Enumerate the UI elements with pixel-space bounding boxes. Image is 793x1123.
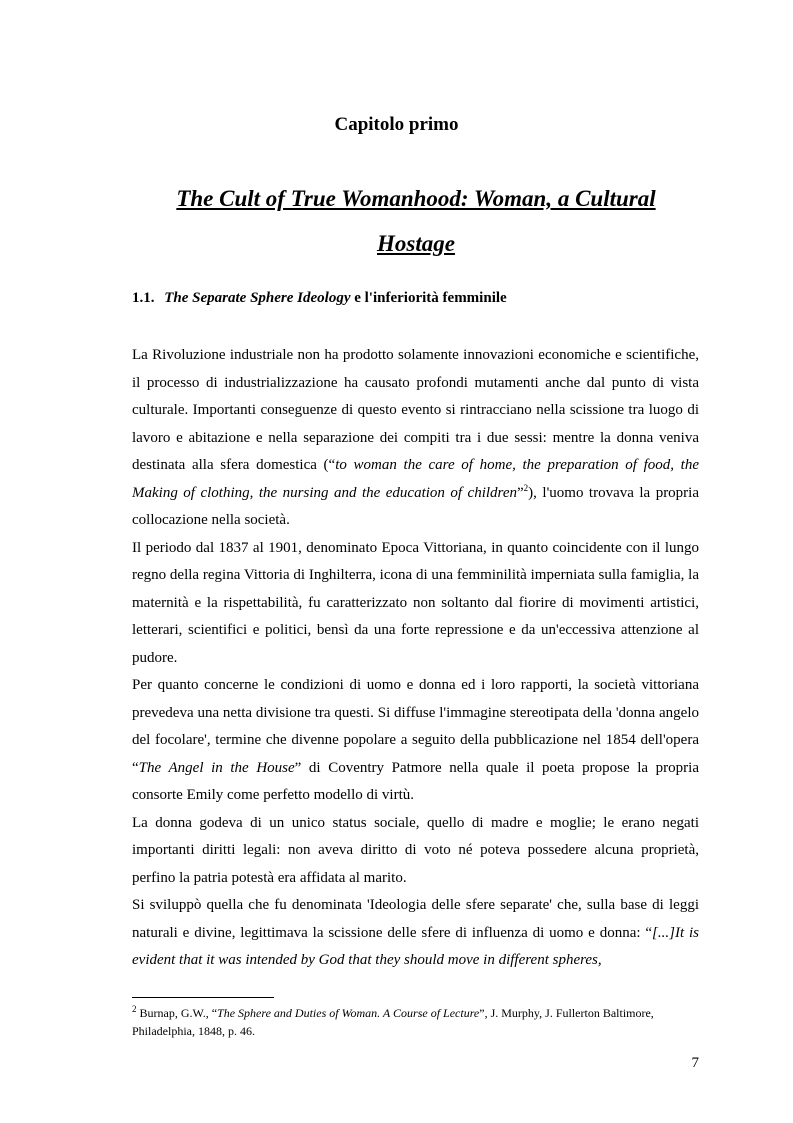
footnote-reference: 2 — [523, 482, 529, 493]
footnote — [132, 1004, 699, 1040]
paragraph-5 — [132, 892, 699, 975]
chapter-title-line-2: Hostage — [377, 231, 455, 256]
footnote-text: Burnap, G.W., “ — [136, 1006, 218, 1020]
chapter-heading: Capitolo primo — [334, 114, 459, 135]
section-title-italic: The Separate Sphere Ideology — [164, 290, 351, 306]
paragraph-4: La donna godeva di un unico status sociale, quello di madre e moglie; le erano negati importanti diritti legali: non aveva diritto di voto né poteva possedere alcuna proprietà, perfino la patria potestà era affidata al marito. — [132, 814, 699, 886]
section-title-rest: e l'inferiorità femminile — [354, 290, 507, 306]
paragraph-1-close-quote: ” — [517, 484, 524, 501]
body-text — [132, 342, 699, 975]
paragraph-1 — [132, 342, 699, 535]
paragraph-5-quote: [...]It is evident that it was intended by God that they should move in different spheres, — [132, 924, 700, 968]
section-number: 1.1. — [132, 290, 155, 306]
footnote-separator — [132, 997, 274, 998]
paragraph-3 — [132, 672, 699, 810]
paragraph-5-text: Si sviluppò quella che fu denominata 'Ideologia delle sfere separate' che, sulla base di leggi naturali e divine, legittimava la scissione delle sfere di influenza di uomo e donna: “ — [132, 897, 699, 941]
footnote-mark: 2 — [132, 1004, 137, 1014]
page-number: 7 — [691, 1055, 699, 1071]
paragraph-3-work-title: The Angel in the House — [138, 759, 295, 776]
paragraph-1-quote: to woman the care of home, the preparation of food, the Making of clothing, the nursing and the education of children — [132, 457, 699, 501]
paragraph-1-text: La Rivoluzione industriale non ha prodotto solamente innovazioni economiche e scientifiche, il processo di industrializzazione ha causato profondi mutamenti anche dal punto di vista culturale. Importanti conseguenze di questo evento si rintracciano nella scissione tra luogo di lavoro e abitazione e nella separazione dei compiti tra i due sessi: mentre la donna veniva destinata alla sfera domestica (“ — [132, 347, 699, 473]
paragraph-3-text: Per quanto concerne le condizioni di uomo e donna ed i loro rapporti, la società vittoriana prevedeva una netta divisione tra questi. Si diffuse l'immagine stereotipata della 'donna angelo del focolare', termine che divenne popolare a seguito della pubblicazione nel 1854 dell'opera “ — [132, 677, 699, 776]
chapter-title-line-1: The Cult of True Womanhood: Woman, a Cultural — [176, 186, 656, 211]
chapter-title — [132, 176, 700, 266]
paragraph-1-text-end: ), l'uomo trovava la propria collocazione nella società. — [132, 484, 700, 528]
paragraph-2: Il periodo dal 1837 al 1901, denominato Epoca Vittoriana, in quanto coincidente con il lungo regno della regina Vittoria di Inghilterra, icona di una femminilità imperniata sulla famiglia, la maternità e la rispettabilità, fu caratterizzato non soltanto dal fiorire di movimenti artistici, letterari, scientifici e politici, bensì da una forte repressione e da un'eccessiva attenzione al pudore. — [132, 539, 699, 666]
paragraph-3-text-end: ” di Coventry Patmore nella quale il poeta propose la propria consorte Emily come perfetto modello di virtù. — [132, 759, 699, 803]
footnote-work-title: The Sphere and Duties of Woman. A Course of Lecture — [217, 1006, 480, 1020]
section-heading — [132, 290, 507, 307]
footnote-text-end: ”, J. Murphy, J. Fullerton Baltimore, Philadelphia, 1848, p. 46. — [132, 1006, 654, 1038]
